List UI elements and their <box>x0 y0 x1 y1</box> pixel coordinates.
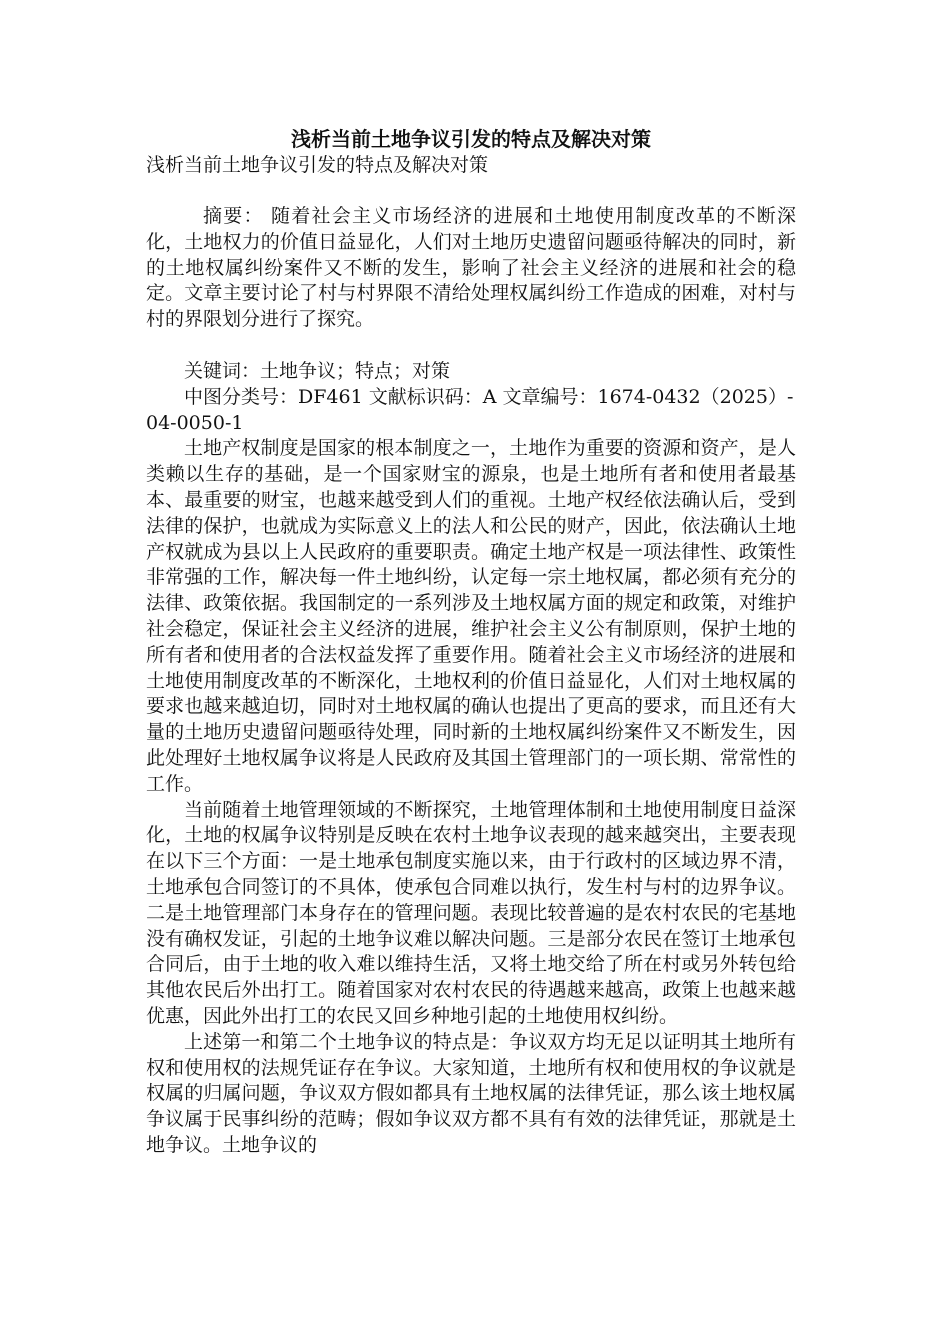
body-paragraph-2: 当前随着土地管理领域的不断探究，土地管理体制和土地使用制度日益深化，土地的权属争议特别是反映在农村土地争议表现的越来越突出，主要表现在以下三个方面：一是土地承包制度实施以来，由于行政村的区域边界不清，土地承包合同签订的不具体，使承包合同难以执行，发生村与村的边界争议。二是土地管理部门本身存在的管理问题。表现比较普遍的是农村农民的宅基地没有确权发证，引起的土地争议难以解决问题。三是部分农民在签订土地承包合同后，由于土地的收入难以维持生活，又将土地交给了所在村或另外转包给其他农民后外出打工。随着国家对农村农民的待遇越来越高，政策上也越来越优惠，因此外出打工的农民又回乡种地引起的土地使用权纠纷。 <box>146 798 796 1027</box>
abstract-paragraph: 摘要： 随着社会主义市场经济的进展和土地使用制度改革的不断深化，土地权力的价值日益显化，人们对土地历史遗留问题亟待解决的同时，新的土地权属纠纷案件又不断的发生，影响了社会主义经济的进展和社会的稳定。文章主要讨论了村与村界限不清给处理权属纠纷工作造成的困难，对村与村的界限划分进行了探究。 <box>146 205 796 331</box>
blank-line <box>146 178 796 204</box>
keywords-line: 关键词：土地争议；特点；对策 <box>184 359 451 382</box>
body-paragraph-3: 上述第一和第二个土地争议的特点是：争议双方均无足以证明其土地所有权和使用权的法规凭证存在争议。大家知道，土地所有权和使用权的争议就是权属的归属问题，争议双方假如都具有土地权属的法律凭证，那么该土地权属争议属于民事纠纷的范畴；假如争议双方都不具有有效的法律凭证，那就是土地争议。土地争议的 <box>146 1030 796 1156</box>
classification-line: 中图分类号：DF461 文献标识码：A 文章编号：1674-0432（2025）-04-0050-1 <box>146 385 794 434</box>
blank-line <box>146 333 796 359</box>
document-title: 浅析当前土地争议引发的特点及解决对策 <box>291 127 651 151</box>
document-subtitle: 浅析当前土地争议引发的特点及解决对策 <box>146 154 489 176</box>
body-paragraph-1: 土地产权制度是国家的根本制度之一，土地作为重要的资源和资产，是人类赖以生存的基础，是一个国家财宝的源泉，也是土地所有者和使用者最基本、最重要的财宝，也越来越受到人们的重视。土地产权经依法确认后，受到法律的保护，也就成为实际意义上的法人和公民的财产，因此，依法确认土地产权就成为县以上人民政府的重要职责。确定土地产权是一项法律性、政策性非常强的工作，解决每一件土地纠纷，认定每一宗土地权属，都必须有充分的法律、政策依据。我国制定的一系列涉及土地权属方面的规定和政策，对维护社会稳定，保证社会主义经济的进展，维护社会主义公有制原则，保护土地的所有者和使用者的合法权益发挥了重要作用。随着社会主义市场经济的进展和土地使用制度改革的不断深化，土地权利的价值日益显化，人们对土地权属的要求也越来越迫切，同时对土地权属的确认也提出了更高的要求，而且还有大量的土地历史遗留问题亟待处理，同时新的土地权属纠纷案件又不断发生，因此处理好土地权属争议将是人民政府及其国土管理部门的一项长期、常常性的工作。 <box>146 437 796 795</box>
document-page <box>146 126 796 1159</box>
